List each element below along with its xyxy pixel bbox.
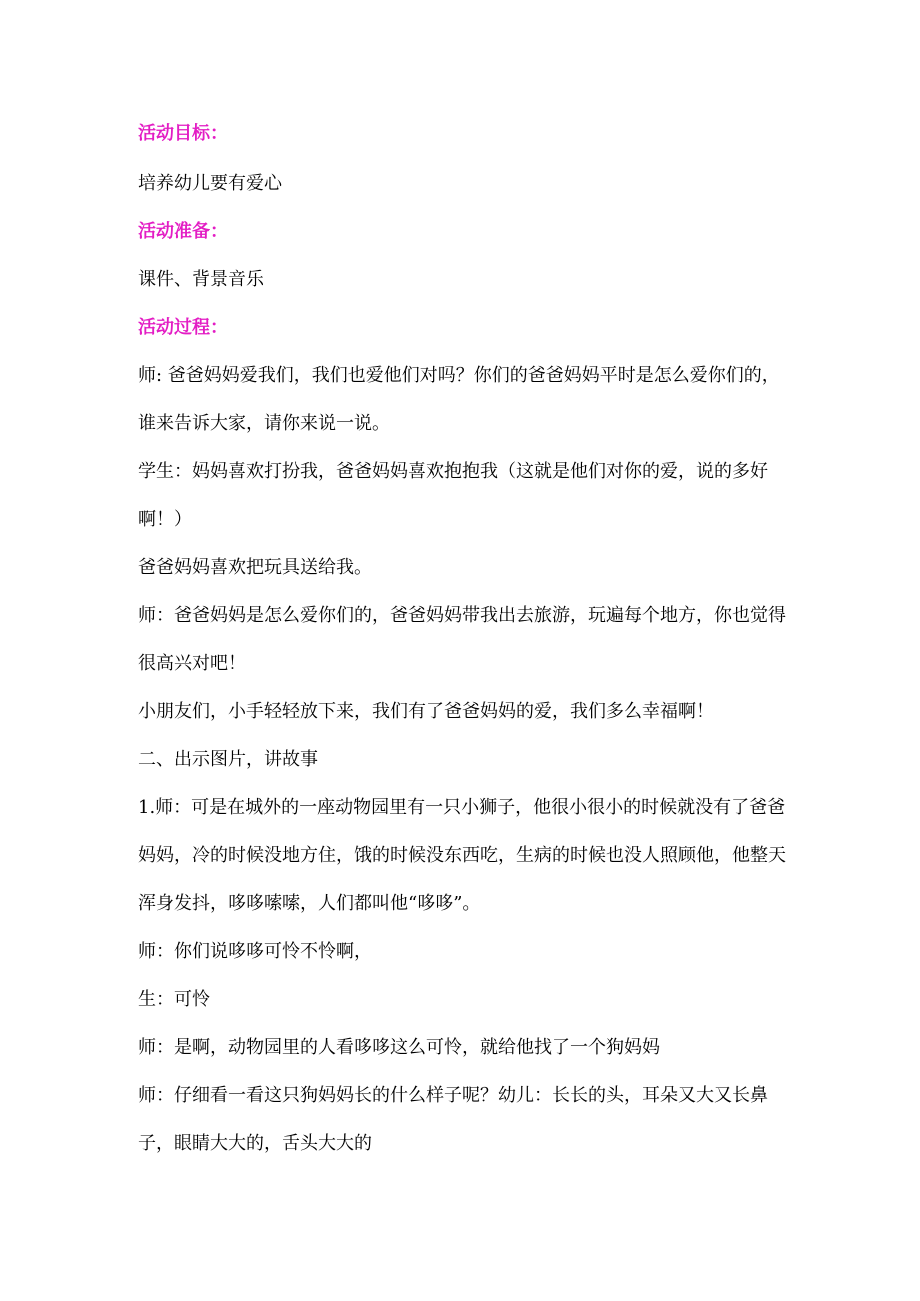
heading-activity-process: 活动过程： bbox=[138, 317, 228, 338]
paragraph-pity-question: 师：你们说哆哆可怜不怜啊， bbox=[138, 941, 372, 962]
paragraph-pity-answer: 生：可怜 bbox=[138, 989, 210, 1010]
paragraph-teacher-intro: 师: 爸爸妈妈爱我们，我们也爱他们对吗？你们的爸爸妈妈平时是怎么爱你们的，谁来告诉大家，请你来说一说。 bbox=[138, 365, 780, 434]
section-two-title: 二、出示图片，讲故事 bbox=[138, 749, 318, 770]
activity-preparation-text: 课件、背景音乐 bbox=[138, 269, 264, 290]
paragraph-observe: 师：仔细看一看这只狗妈妈长的什么样子呢？幼儿：长长的头，耳朵又大又长鼻子，眼睛大大的，舌头大大的 bbox=[138, 1085, 768, 1154]
paragraph-dog-mother: 师：是啊，动物园里的人看哆哆这么可怜，就给他找了一个狗妈妈 bbox=[138, 1037, 660, 1058]
activity-goal-text: 培养幼儿要有爱心 bbox=[138, 173, 282, 194]
paragraph-story-lion: 1.师：可是在城外的一座动物园里有一只小狮子，他很小很小的时候就没有了爸爸妈妈，冷的时候没地方住，饿的时候没东西吃，生病的时候也没人照顾他，他整天浑身发抖，哆哆嗦嗦，人们都叫他“哆哆”。 bbox=[138, 797, 786, 914]
paragraph-student-answer: 学生：妈妈喜欢打扮我，爸爸妈妈喜欢抱抱我（这就是他们对你的爱，说的多好啊！） bbox=[138, 461, 768, 530]
paragraph-happy: 小朋友们，小手轻轻放下来，我们有了爸爸妈妈的爱，我们多么幸福啊！ bbox=[138, 701, 714, 722]
heading-activity-preparation: 活动准备： bbox=[138, 221, 228, 242]
paragraph-travel: 师：爸爸妈妈是怎么爱你们的，爸爸妈妈带我出去旅游，玩遍每个地方，你也觉得很高兴对吧！ bbox=[138, 605, 786, 674]
heading-activity-goal: 活动目标： bbox=[138, 123, 228, 144]
paragraph-toys: 爸爸妈妈喜欢把玩具送给我。 bbox=[138, 557, 372, 578]
